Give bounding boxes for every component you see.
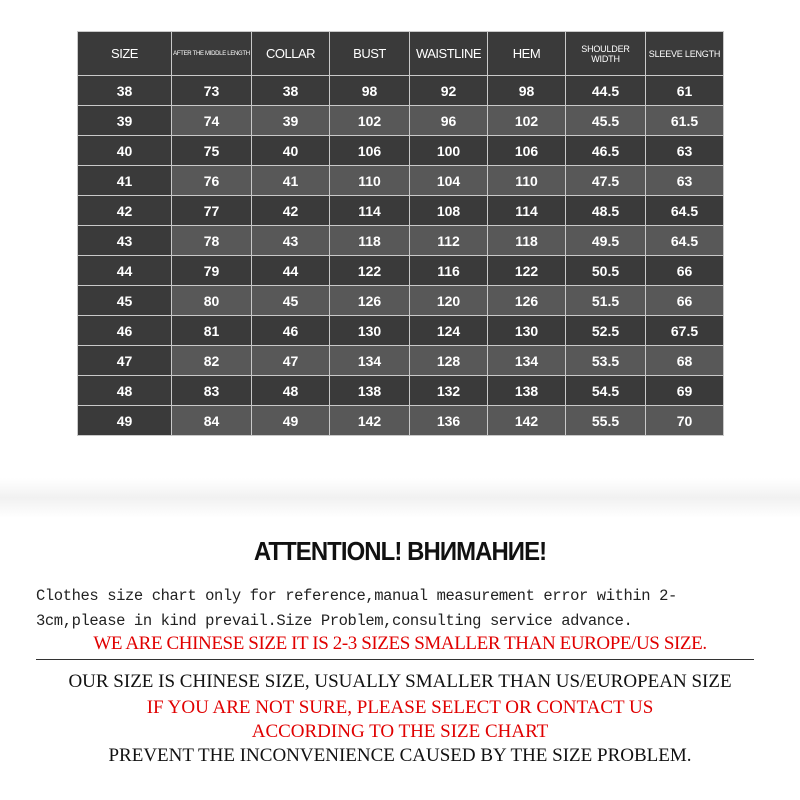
table-cell: 78: [172, 226, 252, 256]
table-cell: 66: [646, 286, 724, 316]
table-cell: 92: [410, 76, 488, 106]
table-cell: 122: [488, 256, 566, 286]
table-cell: 112: [410, 226, 488, 256]
reference-note: Clothes size chart only for reference,manual measurement error within 2-3cm,please in kind prevail.Size Problem,consulting service advance.: [36, 587, 677, 630]
table-cell: 46: [252, 316, 330, 346]
table-cell: 98: [330, 76, 410, 106]
table-cell: 40: [252, 136, 330, 166]
table-row: [78, 346, 724, 376]
table-cell: 126: [330, 286, 410, 316]
table-cell: 50.5: [566, 256, 646, 286]
table-cell: 104: [410, 166, 488, 196]
chinese-size-warning: WE ARE CHINESE SIZE IT IS 2-3 SIZES SMALLER THAN EUROPE/US SIZE.: [93, 633, 707, 654]
table-cell: 134: [330, 346, 410, 376]
table-row: [78, 256, 724, 286]
table-cell: 70: [646, 406, 724, 436]
table-cell: 51.5: [566, 286, 646, 316]
table-cell: 110: [330, 166, 410, 196]
table-cell: 118: [488, 226, 566, 256]
table-cell: 83: [172, 376, 252, 406]
table-cell: 102: [488, 106, 566, 136]
table-cell: 61.5: [646, 106, 724, 136]
table-cell: 69: [646, 376, 724, 406]
table-cell: 74: [172, 106, 252, 136]
header-hem: HEM: [488, 32, 566, 76]
table-cell: 46: [78, 316, 172, 346]
table-cell: 79: [172, 256, 252, 286]
table-row: [78, 166, 724, 196]
table-cell: 120: [410, 286, 488, 316]
table-cell: 77: [172, 196, 252, 226]
table-row: [78, 286, 724, 316]
header-size: SIZE: [78, 32, 172, 76]
table-cell: 142: [330, 406, 410, 436]
table-cell: 118: [330, 226, 410, 256]
table-cell: 106: [488, 136, 566, 166]
table-row: [78, 136, 724, 166]
divider-line: [36, 659, 754, 660]
table-cell: 84: [172, 406, 252, 436]
table-cell: 53.5: [566, 346, 646, 376]
table-row: [78, 316, 724, 346]
table-cell: 54.5: [566, 376, 646, 406]
table-cell: 134: [488, 346, 566, 376]
table-cell: 128: [410, 346, 488, 376]
table-cell: 138: [330, 376, 410, 406]
table-cell: 67.5: [646, 316, 724, 346]
header-collar: COLLAR: [252, 32, 330, 76]
table-body: [78, 76, 724, 436]
header-bust: BUST: [330, 32, 410, 76]
table-cell: 98: [488, 76, 566, 106]
table-cell: 81: [172, 316, 252, 346]
table-cell: 66: [646, 256, 724, 286]
notice-line-1: OUR SIZE IS CHINESE SIZE, USUALLY SMALLER THAN US/EUROPEAN SIZE: [68, 671, 732, 692]
table-cell: 48: [252, 376, 330, 406]
table-cell: 64.5: [646, 196, 724, 226]
table-row: [78, 196, 724, 226]
table-cell: 49: [78, 406, 172, 436]
table-cell: 49: [252, 406, 330, 436]
table-cell: 64.5: [646, 226, 724, 256]
table-cell: 75: [172, 136, 252, 166]
table-row: [78, 76, 724, 106]
table-cell: 114: [488, 196, 566, 226]
table-cell: 48: [78, 376, 172, 406]
table-cell: 114: [330, 196, 410, 226]
table-cell: 82: [172, 346, 252, 376]
table-cell: 44: [78, 256, 172, 286]
section-divider-band: [0, 478, 800, 518]
table-cell: 46.5: [566, 136, 646, 166]
header-sleeve-length: SLEEVE LENGTH: [646, 32, 724, 76]
table-cell: 76: [172, 166, 252, 196]
table-cell: 132: [410, 376, 488, 406]
table-cell: 122: [330, 256, 410, 286]
table-cell: 49.5: [566, 226, 646, 256]
table-cell: 63: [646, 136, 724, 166]
table-cell: 38: [78, 76, 172, 106]
table-row: [78, 106, 724, 136]
table-cell: 45: [78, 286, 172, 316]
table-cell: 52.5: [566, 316, 646, 346]
table-cell: 47: [78, 346, 172, 376]
header-middle-length: AFTER THE MIDDLE LENGTH: [172, 32, 252, 76]
header-waistline: WAISTLINE: [410, 32, 488, 76]
table-cell: 44.5: [566, 76, 646, 106]
table-cell: 40: [78, 136, 172, 166]
table-cell: 61: [646, 76, 724, 106]
size-chart-table: [77, 31, 724, 436]
table-row: [78, 406, 724, 436]
notice-line-4: PREVENT THE INCONVENIENCE CAUSED BY THE SIZE PROBLEM.: [108, 745, 692, 766]
table-cell: 41: [252, 166, 330, 196]
table-cell: 80: [172, 286, 252, 316]
table-cell: 42: [252, 196, 330, 226]
header-shoulder-width: SHOULDER WIDTH: [566, 32, 646, 76]
table-cell: 42: [78, 196, 172, 226]
table-cell: 138: [488, 376, 566, 406]
table-cell: 55.5: [566, 406, 646, 436]
table-cell: 41: [78, 166, 172, 196]
table-cell: 102: [330, 106, 410, 136]
table-cell: 38: [252, 76, 330, 106]
table-cell: 136: [410, 406, 488, 436]
table-cell: 130: [330, 316, 410, 346]
table-cell: 116: [410, 256, 488, 286]
notice-line-2: IF YOU ARE NOT SURE, PLEASE SELECT OR CONTACT US: [146, 697, 654, 718]
table-cell: 45: [252, 286, 330, 316]
table-cell: 108: [410, 196, 488, 226]
table-cell: 124: [410, 316, 488, 346]
table-cell: 63: [646, 166, 724, 196]
table-cell: 130: [488, 316, 566, 346]
table-cell: 110: [488, 166, 566, 196]
table-cell: 44: [252, 256, 330, 286]
table-row: [78, 226, 724, 256]
table-cell: 45.5: [566, 106, 646, 136]
table-cell: 39: [252, 106, 330, 136]
table-cell: 47.5: [566, 166, 646, 196]
table-row: [78, 376, 724, 406]
table-cell: 126: [488, 286, 566, 316]
table-cell: 68: [646, 346, 724, 376]
table-cell: 47: [252, 346, 330, 376]
notice-line-3: ACCORDING TO THE SIZE CHART: [251, 721, 549, 742]
table-cell: 43: [252, 226, 330, 256]
table-cell: 142: [488, 406, 566, 436]
attention-heading: ATTENTIONL! ВНИМАНИЕ!: [253, 536, 547, 566]
table-cell: 73: [172, 76, 252, 106]
table-cell: 96: [410, 106, 488, 136]
table-cell: 43: [78, 226, 172, 256]
table-header-row: [78, 32, 724, 76]
table-cell: 106: [330, 136, 410, 166]
table-cell: 100: [410, 136, 488, 166]
table-cell: 48.5: [566, 196, 646, 226]
table-cell: 39: [78, 106, 172, 136]
